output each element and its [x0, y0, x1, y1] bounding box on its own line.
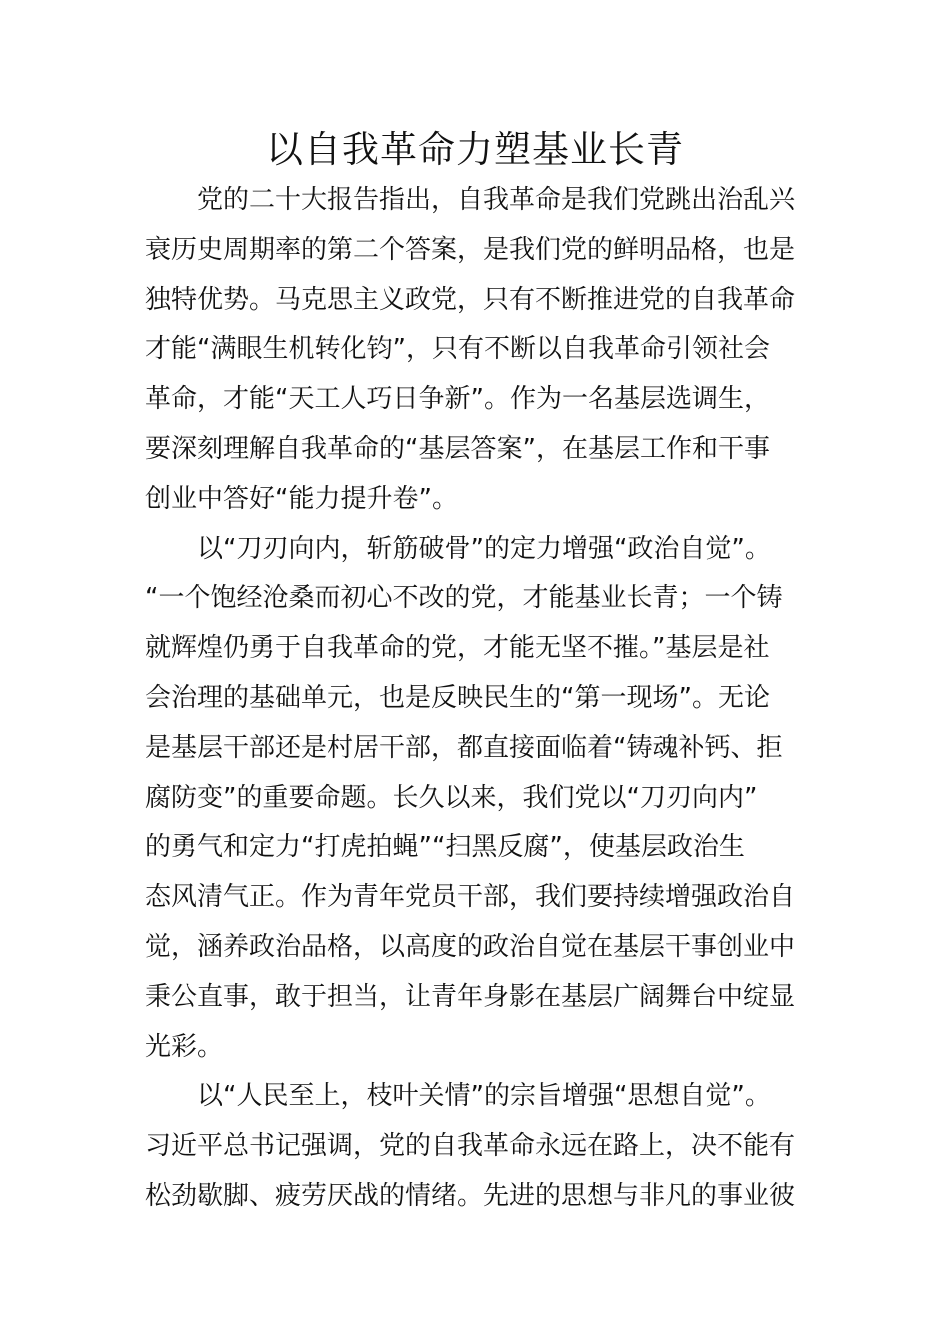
- body-line: 觉，涵养政治品格，以高度的政治自觉在基层干事创业中: [145, 931, 796, 962]
- document-title: 以自我革命力塑基业长青: [266, 128, 684, 171]
- document-body: [145, 176, 835, 1222]
- body-line: 态风清气正。作为青年党员干部，我们要持续增强政治自: [145, 882, 796, 913]
- body-line: 的勇气和定力“打虎拍蝇”“扫黑反腐”，使基层政治生: [145, 832, 745, 863]
- body-line: 独特优势。马克思主义政党，只有不断推进党的自我革命: [145, 284, 796, 315]
- body-line: 创业中答好“能力提升卷”。: [145, 483, 458, 514]
- body-line: 就辉煌仍勇于自我革命的党，才能无坚不摧。”基层是社: [145, 633, 770, 664]
- body-line: 习近平总书记强调，党的自我革命永远在路上，决不能有: [145, 1131, 796, 1162]
- body-line: 会治理的基础单元，也是反映民生的“第一现场”。无论: [145, 682, 770, 713]
- body-line: 光彩。: [145, 1031, 224, 1062]
- body-line: 以“人民至上，枝叶关情”的宗旨增强“思想自觉”。: [145, 1081, 771, 1112]
- body-line: 党的二十大报告指出，自我革命是我们党跳出治乱兴: [145, 185, 796, 215]
- body-line: 衰历史周期率的第二个答案，是我们党的鲜明品格，也是: [145, 234, 796, 265]
- body-line: 革命，才能“天工人巧日争新”。作为一名基层选调生，: [145, 384, 770, 415]
- body-line: 秉公直事，敢于担当，让青年身影在基层广阔舞台中绽显: [145, 981, 796, 1012]
- body-line: 以“刀刃向内，斩筋破骨”的定力增强“政治自觉”。: [145, 533, 771, 564]
- body-line: 要深刻理解自我革命的“基层答案”，在基层工作和干事: [145, 433, 770, 464]
- body-line: “一个饱经沧桑而初心不改的党，才能基业长青；一个铸: [145, 583, 783, 614]
- body-line: 腐防变”的重要命题。长久以来，我们党以“刀刃向内”: [145, 782, 758, 813]
- body-line: 是基层干部还是村居干部，都直接面临着“铸魂补钙、拒: [145, 732, 783, 763]
- body-line: 才能“满眼生机转化钧”，只有不断以自我革命引领社会: [145, 334, 770, 365]
- body-line: 松劲歇脚、疲劳厌战的情绪。先进的思想与非凡的事业彼: [145, 1180, 796, 1211]
